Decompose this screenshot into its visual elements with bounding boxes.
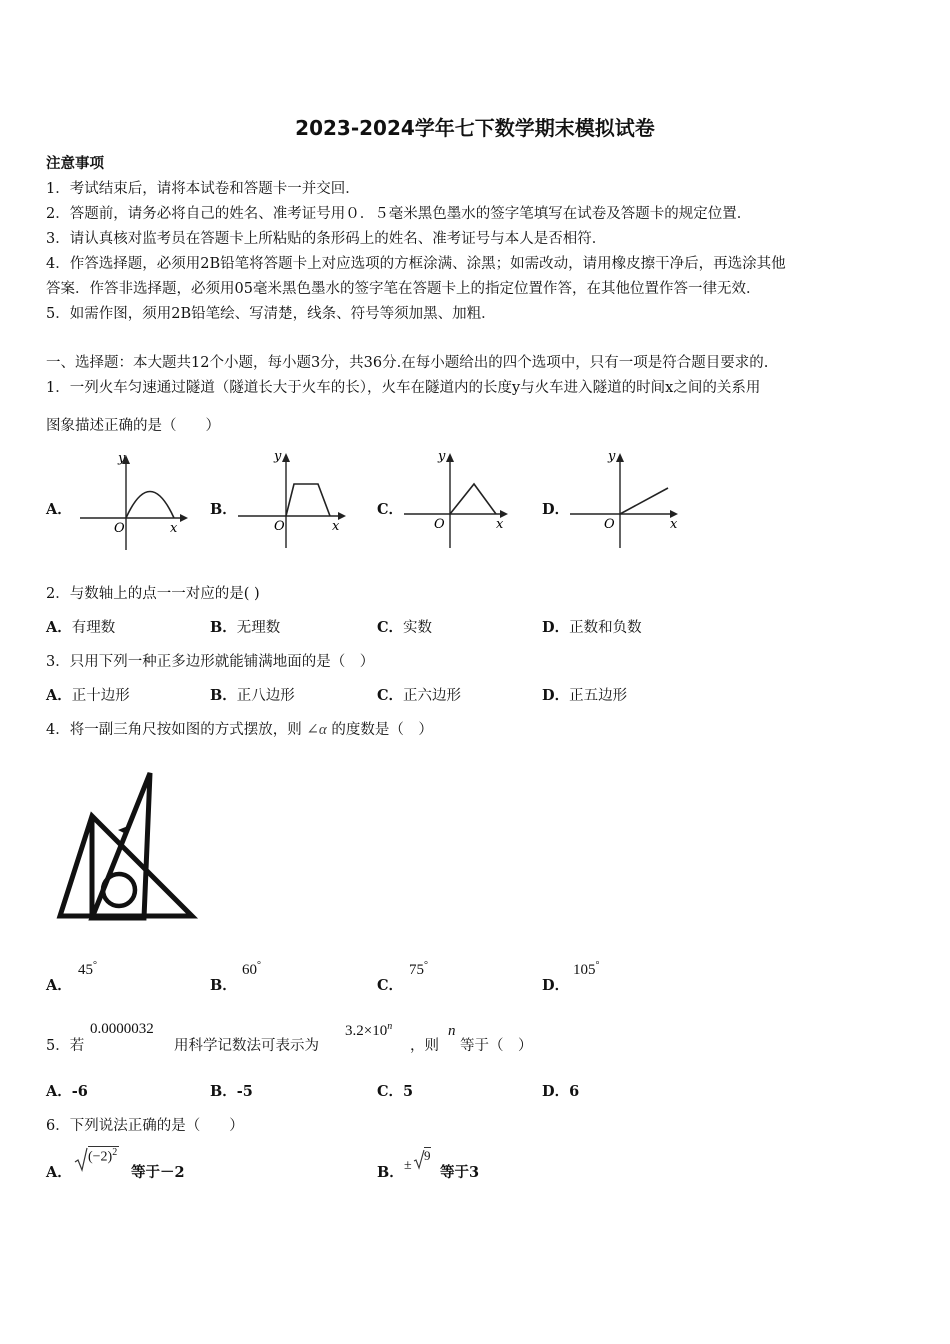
degree-symbol: ° [93,960,97,971]
q2-stem: 2．与数轴上的点一一对应的是( ) [46,586,260,602]
degree-number: 75 [409,962,424,978]
axis-x-label: x [170,521,178,536]
option-label: A． [46,1083,72,1100]
option-label: C． [377,687,404,704]
notice-item: 5．如需作图，须用2B铅笔绘、写清楚，线条、符号等须加黑、加粗． [46,306,496,322]
q5-number: 0.0000032 [90,1021,154,1037]
option-text: -6 [71,1083,88,1100]
notice-item: 答案．作答非选择题，必须用05毫米黑色墨水的签字笔在答题卡上的指定位置作答，在其他位置作答一律无效． [46,281,761,297]
q1-option-a-label: A． [46,501,72,518]
option-label: A． [46,687,72,704]
section-heading: 一、选择题：本大题共12个小题，每小题3分，共36分.在每小题给出的四个选项中，只有一项是符合题目要求的. [46,355,769,371]
sci-base: 3.2×10 [345,1023,388,1039]
option-text: -5 [236,1083,253,1100]
q3-option-b [210,684,295,705]
exponent: 2 [112,1147,118,1158]
q6-option-a-label: A． [46,1164,72,1181]
q2-option-d [542,616,642,637]
option-text: 正数和负数 [569,620,642,636]
sqrt-symbol [74,1146,88,1172]
q6-option-b-text: 等于3 [440,1164,480,1181]
degree-symbol: ° [595,960,600,971]
option-label: D． [542,687,570,704]
q2-option-b [210,616,280,637]
page-title: 2023-2024学年七下数学期末模拟试卷 [295,116,655,140]
notice-item: 4．作答选择题，必须用2B铅笔将答题卡上对应选项的方框涂满、涂黑；如需改动，请用橡皮擦干净后，再选涂其他 [46,256,786,272]
q1-graph-b [238,448,348,553]
origin-label: O [434,517,445,532]
option-text: 6 [569,1083,580,1100]
q4-option-a-value [78,960,97,979]
q4-stem-pre: 4．将一副三角尺按如图的方式摆放，则 [46,722,302,738]
option-text: 正八边形 [236,688,295,704]
option-text: 5 [403,1083,414,1100]
q6-option-b-label: B． [377,1164,404,1181]
option-text: 正十边形 [71,688,130,704]
option-text: 有理数 [71,620,116,636]
option-text: 无理数 [236,620,281,636]
degree-symbol: ° [257,960,261,971]
degree-number: 60 [242,962,257,978]
q6-option-a-radicand [88,1146,119,1166]
triangle-rulers-figure [52,768,202,923]
q3-option-c [377,684,461,705]
option-label: D． [542,1083,570,1100]
degree-number: 45 [78,962,93,978]
q1-option-c-label: C． [377,501,404,518]
option-text: 正五边形 [569,688,628,704]
q4-option-a-label: A． [46,977,72,994]
q2-option-a [46,616,115,637]
q5-option-d [542,1080,579,1101]
sci-exponent: n [387,1021,393,1032]
q1-graph-c [404,448,514,553]
degree-symbol: ° [424,960,428,971]
angle-symbol: ∠α [306,722,327,738]
q4-option-b-label: B． [210,977,237,994]
notice-item: 2．答题前，请务必将自己的姓名、准考证号用０．５毫米黑色墨水的签字笔填写在试卷及答题卡的规定位置． [46,206,752,222]
notice-item: 3．请认真核对监考员在答题卡上所粘贴的条形码上的姓名、准考证号与本人是否相符． [46,231,607,247]
axis-x-label: x [670,517,678,532]
origin-label: O [114,521,125,536]
option-label: C． [377,1083,404,1100]
origin-label: O [274,519,285,534]
radicand: (−2) [88,1149,113,1165]
q5-var: n [448,1023,456,1039]
q6-option-a-text: 等于－2 [131,1164,185,1181]
q4-option-c-value [409,960,428,979]
q5-post2: 等于（ ） [460,1038,533,1054]
option-text: 正六边形 [403,688,462,704]
q5-mid: 用科学记数法可表示为 [174,1038,319,1054]
q1-stem-line1: 1．一列火车匀速通过隧道（隧道长大于火车的长），火车在隧道内的长度y与火车进入隧道的时间x之间的关系用 [46,380,761,396]
q3-option-a [46,684,130,705]
option-text: 实数 [403,620,433,636]
q5-scientific [345,1021,392,1040]
q5-post1: ，则 [410,1038,439,1054]
option-label: B． [210,1083,237,1100]
axis-x-label: x [332,519,340,534]
q5-option-b [210,1080,253,1101]
axis-y-label: y [118,451,126,466]
q4-option-c-label: C． [377,977,404,994]
option-label: A． [46,619,72,636]
option-label: B． [210,687,237,704]
q5-option-c [377,1080,413,1101]
q5-option-a [46,1080,88,1101]
q6-option-b-radicand: 9 [424,1148,431,1163]
axis-y-label: y [438,449,446,464]
notice-heading: 注意事项 [46,155,104,172]
q3-stem: 3．只用下列一种正多边形就能铺满地面的是（ ） [46,654,375,670]
q6-stem: 6．下列说法正确的是（ ） [46,1118,244,1134]
option-label: D． [542,619,570,636]
q4-stem-post: 的度数是（ ） [331,722,433,738]
q3-option-d [542,684,627,705]
q1-option-b-label: B． [210,501,237,518]
q1-graph-a [80,450,190,555]
degree-number: 105 [573,962,596,978]
q4-stem [46,718,433,739]
q5-pre: 5．若 [46,1038,85,1054]
option-label: B． [210,619,237,636]
option-label: C． [377,619,404,636]
q1-option-d-label: D． [542,501,570,518]
q1-graph-d [570,448,682,553]
notice-item: 1．考试结束后，请将本试卷和答题卡一并交回． [46,181,360,197]
axis-x-label: x [496,517,504,532]
q2-option-c [377,616,432,637]
origin-label: O [604,517,615,532]
q4-option-d-label: D． [542,977,570,994]
plus-minus: ± [404,1158,412,1173]
q4-option-b-value [242,960,261,979]
axis-y-label: y [274,449,282,464]
axis-y-label: y [608,449,616,464]
q4-option-d-value [573,960,600,979]
q1-stem-line2: 图象描述正确的是（ ） [46,418,220,434]
